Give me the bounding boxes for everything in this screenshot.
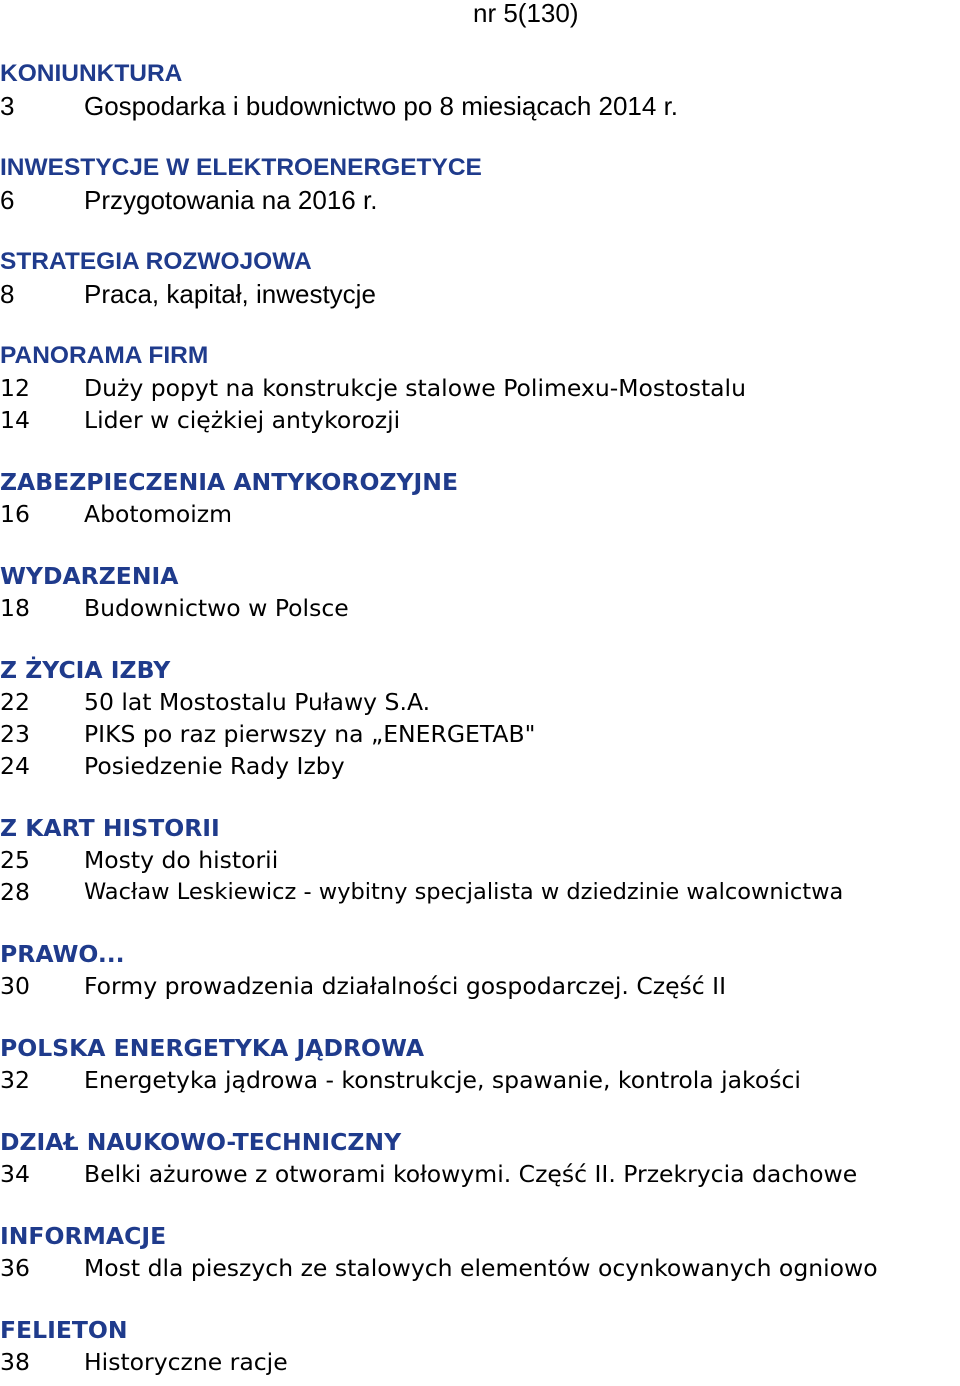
page-number: 12: [0, 374, 30, 402]
section-heading: FELIETON: [0, 1316, 128, 1344]
page-number: 32: [0, 1066, 30, 1094]
toc-entry: [0, 372, 960, 404]
section-heading: INFORMACJE: [0, 1222, 167, 1250]
section-heading: POLSKA ENERGETYKA JĄDROWA: [0, 1034, 425, 1062]
toc-entry: [0, 844, 960, 876]
toc-entry: [0, 498, 960, 530]
page-number: 34: [0, 1160, 30, 1188]
article-title: Lider w ciężkiej antykorozji: [84, 406, 401, 434]
section-heading: WYDARZENIA: [0, 562, 179, 590]
toc-section: [0, 1126, 960, 1190]
section-heading: ZABEZPIECZENIA ANTYKOROZYJNE: [0, 468, 458, 496]
article-title: Formy prowadzenia działalności gospodarczej. Część II: [84, 972, 727, 1000]
article-title: Most dla pieszych ze stalowych elementów ocynkowanych ogniowo: [84, 1254, 878, 1282]
page-number: 16: [0, 500, 30, 528]
article-title: Gospodarka i budownictwo po 8 miesiącach 2014 r.: [84, 91, 679, 121]
article-title: PIKS po raz pierwszy na „ENERGETAB": [84, 720, 536, 748]
toc-entry: [0, 1158, 960, 1190]
article-title: 50 lat Mostostalu Puławy S.A.: [84, 688, 431, 716]
section-heading: INWESTYCJE W ELEKTROENERGETYCE: [0, 154, 482, 181]
toc-entry: [0, 750, 960, 782]
section-heading: KONIUNKTURA: [0, 60, 183, 87]
page-number: 14: [0, 406, 30, 434]
toc-entry: [0, 90, 960, 122]
toc-entry: [0, 404, 960, 436]
toc-section: [0, 246, 960, 310]
page-number: 6: [0, 185, 15, 215]
toc-section: [0, 1032, 960, 1096]
toc-entry: [0, 1346, 960, 1378]
toc-entry: [0, 1064, 960, 1096]
toc-section: [0, 812, 960, 908]
article-title: Historyczne racje: [84, 1348, 288, 1376]
toc-section: [0, 560, 960, 624]
toc-entry: [0, 592, 960, 624]
page-number: 3: [0, 91, 15, 121]
section-heading: DZIAŁ NAUKOWO-TECHNICZNY: [0, 1128, 402, 1156]
page-number: 23: [0, 720, 30, 748]
toc-section: [0, 938, 960, 1002]
page-number: 25: [0, 846, 30, 874]
article-title: Belki ażurowe z otworami kołowymi. Część II. Przekrycia dachowe: [84, 1160, 858, 1188]
toc-entry: [0, 1252, 960, 1284]
toc-entry: [0, 718, 960, 750]
toc-entry: [0, 970, 960, 1002]
article-title: Budownictwo w Polsce: [84, 594, 349, 622]
section-heading: PRAWO...: [0, 940, 125, 968]
page-number: 18: [0, 594, 30, 622]
article-title: Przygotowania na 2016 r.: [84, 185, 378, 215]
toc-section: [0, 152, 960, 216]
toc-entry: [0, 184, 960, 216]
page-number: 28: [0, 878, 30, 906]
page-number: 30: [0, 972, 30, 1000]
page-number: 36: [0, 1254, 30, 1282]
toc-entry: [0, 686, 960, 718]
section-heading: Z KART HISTORII: [0, 814, 220, 842]
section-heading: PANORAMA FIRM: [0, 342, 209, 369]
article-title: Wacław Leskiewicz - wybitny specjalista w dziedzinie walcownictwa: [84, 879, 844, 905]
issue-number: nr 5(130): [473, 0, 579, 28]
toc-section: [0, 466, 960, 530]
article-title: Posiedzenie Rady Izby: [84, 752, 345, 780]
page-number: 38: [0, 1348, 30, 1376]
article-title: Mosty do historii: [84, 846, 279, 874]
toc-section: [0, 340, 960, 436]
section-heading: Z ŻYCIA IZBY: [0, 656, 171, 684]
article-title: Duży popyt na konstrukcje stalowe Polimexu-Mostostalu: [84, 374, 746, 402]
table-of-contents: [0, 58, 960, 1378]
article-title: Energetyka jądrowa - konstrukcje, spawanie, kontrola jakości: [84, 1066, 801, 1094]
article-title: Abotomoizm: [84, 500, 232, 528]
toc-section: [0, 654, 960, 782]
toc-entry: [0, 278, 960, 310]
article-title: Praca, kapitał, inwestycje: [84, 279, 376, 309]
toc-section: [0, 58, 960, 122]
page-number: 8: [0, 279, 15, 309]
toc-section: [0, 1314, 960, 1378]
page-number: 22: [0, 688, 30, 716]
section-heading: STRATEGIA ROZWOJOWA: [0, 248, 312, 275]
toc-entry: [0, 876, 960, 908]
page-number: 24: [0, 752, 30, 780]
toc-section: [0, 1220, 960, 1284]
